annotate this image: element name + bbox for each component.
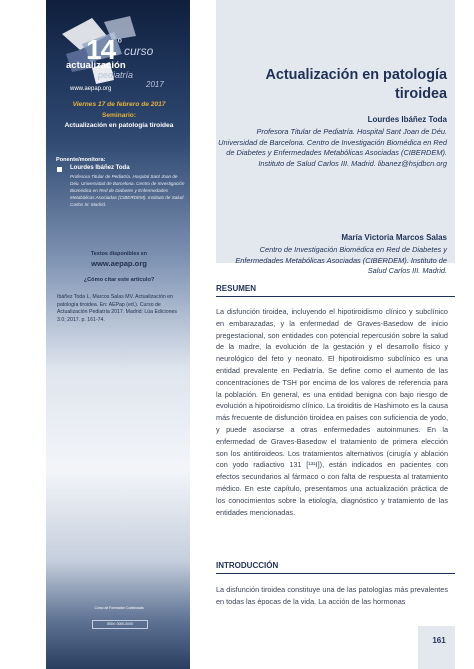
logo-number: 14 — [86, 34, 116, 65]
seminario-label: Seminario: — [101, 112, 137, 119]
logo-pediatria: pediatría — [98, 70, 134, 80]
page-number: 161 — [432, 636, 446, 645]
author-name-1: Lourdes Ibáñez Toda — [367, 115, 447, 124]
page-title: Actualización en patología tiroidea — [265, 67, 447, 102]
como-citar-heading: ¿Cómo citar este artículo? — [83, 277, 155, 283]
footer-small-text: Curso de Formación Continuada — [94, 606, 144, 610]
logo-curso: curso — [124, 44, 154, 58]
textos-label: Textos disponibles en — [90, 251, 148, 257]
resumen-divider — [216, 296, 455, 297]
author-affiliation-2: Centro de Investigación Biomédica en Red de Diabetes y Enfermedades Metabólicas Asociadas (CIBERDEM). Instituto de Salud Carlos III. Madrid. — [235, 245, 447, 275]
resumen-heading: RESUMEN — [216, 284, 257, 293]
page-number-box — [418, 626, 455, 669]
ponente-affiliation: Profesora Titular de Pediatría. Hospital Sant Joan de Déu. Universidad de Barcelona. Centro de Investigación Biomédica en Red de Diabetes y Enfermedades Metabólicas Asociadas (CIBERDEM). Instituto de Salud Carlos III. Madrid. — [70, 174, 185, 207]
logo-year: 2017 — [146, 80, 164, 89]
ponente-name: Lourdes Ibáñez Toda — [70, 165, 130, 171]
logo-degree: º — [118, 38, 122, 49]
resumen-text: La disfunción tiroidea, incluyendo el hipotiroidismo clínico y subclínico en embarazadas, y la enfermedad de Graves-Basedow de inicio pregestacional, son entidades con potencial repercusión sobre la salud de la madre, la evolución de la gestación y el desarrollo físico y neurológico del feto y neonato. El hipotiroidismo subclínico es una entidad prevalente en Pediatría. Se define como el aumento de las concentraciones de TSH por encima de los valores de referencia para la población. En general, es una entidad benigna con bajo riesgo de evolución a hipotiroidismo clínico. La tiroiditis de Hashimoto es la causa más frecuente de disfunción tiroidea en países con suficiencia de yodo, y puede asociarse a otras enfermedades autoinmunes. En la enfermedad de Graves-Basedow el tratamiento de primera elección son los antitiroideos. Los tratamientos alternativos (cirugía y ablación con yodo radiactivo 131 [¹³¹I]), están indicados en pacientes con efectos secundarios al fármaco o con falta de respuesta al tratamiento médico. En este capítulo, presentamos una actualización práctica de los conocimientos sobre la etiología, diagnóstico y tratamiento de las entidades mencionadas. — [216, 307, 448, 517]
introduccion-text: La disfunción tiroidea constituye una de las patologías más prevalentes en todas las épocas de la vida. La acción de las hormonas — [216, 585, 448, 606]
bullet-icon — [57, 167, 62, 172]
author-name-2: María Victoria Marcos Salas — [341, 233, 447, 242]
logo-actualizacion: actualización — [66, 60, 126, 71]
citation-text: Ibáñez Toda L, Marcos Salas MV. Actualización en patología tiroidea. En: AEPap (ed.). Curso de Actualización Pediatría 2017. Madrid: Lúa Ediciones 3.0; 2017. p. 161-74. — [57, 294, 177, 323]
seminar-date: Viernes 17 de febrero de 2017 — [72, 101, 166, 108]
web-link[interactable]: www.aepap.org — [91, 259, 147, 268]
issn-box: ISSN: 0000-000X — [92, 620, 148, 629]
author-affiliation-1: Profesora Titular de Pediatría. Hospital Sant Joan de Déu. Universidad de Barcelona. Centro de Investigación Biomédica en Red de Diabetes y Enfermedades Metabólicas Asociadas (CIBERDEM). Instituto de Salud Carlos III. Madrid. libanez@hsjdbcn.org — [218, 127, 447, 168]
introduccion-heading: INTRODUCCIÓN — [216, 561, 279, 570]
introduccion-divider — [216, 573, 455, 574]
ponente-label: Ponente/monitora: — [56, 157, 106, 163]
seminario-title: Actualización en patología tiroidea — [64, 122, 174, 129]
logo-web: www.aepap.org — [70, 86, 112, 92]
